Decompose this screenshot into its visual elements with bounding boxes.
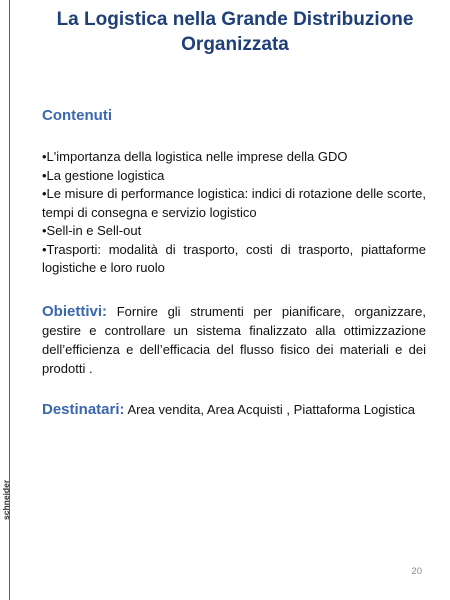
destinatari-heading: Destinatari: — [42, 401, 125, 418]
contenuti-item: •Le misure di performance logistica: indici di rotazione delle scorte, tempi di consegna e servizio logistico — [42, 186, 426, 220]
company-logo — [1, 479, 19, 590]
obiettivi-heading: Obiettivi: — [42, 303, 108, 320]
obiettivi-text: Fornire gli strumenti per pianificare, organizzare, gestire e controllare un sistema finalizzato alla ottimizzazione dell’efficienza e dell’efficacia del flusso fisico dei materiali e dei prodotti . — [42, 304, 426, 376]
contenuti-item: •Trasporti: modalità di trasporto, costi di trasporto, piattaforme logistiche e loro ruolo — [42, 241, 426, 275]
obiettivi-block — [42, 302, 426, 378]
contenuti-heading: Contenuti — [42, 107, 112, 124]
title-line-1: La Logistica nella Grande Distribuzione — [56, 9, 414, 30]
title-line-2: Organizzata — [181, 34, 289, 55]
destinatari-text: Area vendita, Area Acquisti , Piattaforma Logistica — [127, 402, 416, 417]
logo-text: schneider — [1, 479, 11, 520]
page-title — [30, 7, 440, 57]
page-number: 20 — [411, 566, 422, 577]
contenuti-item: •L'importanza della logistica nelle imprese della GDO — [42, 149, 348, 164]
destinatari-block — [42, 400, 426, 419]
contenuti-item: •La gestione logistica — [42, 167, 165, 183]
contenuti-list — [42, 148, 426, 278]
contenuti-item: •Sell-in e Sell-out — [42, 223, 142, 238]
